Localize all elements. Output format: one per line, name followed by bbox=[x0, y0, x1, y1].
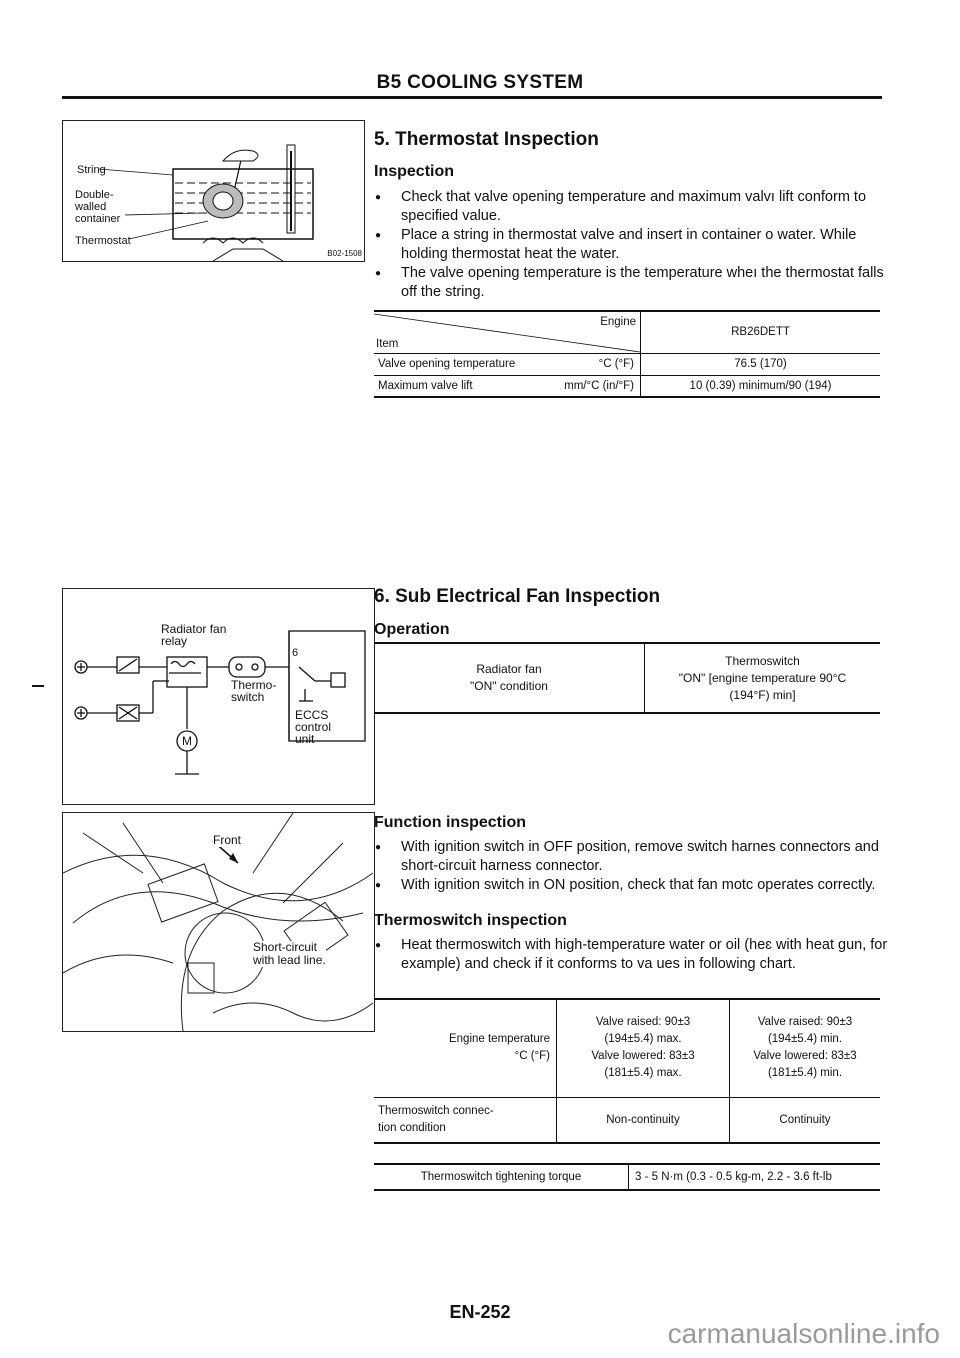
engine-temp-label: Engine temperature bbox=[448, 1033, 550, 1046]
figure-label-string: String bbox=[77, 164, 106, 176]
cell-unit: °C (°F) bbox=[598, 358, 634, 370]
figure-label-thermostat: Thermostat bbox=[75, 235, 131, 247]
fan-circuit-figure bbox=[62, 588, 375, 805]
cell-value: Valve lowered: 83±3 bbox=[591, 1050, 695, 1063]
cell-value: (181±5.4) min. bbox=[767, 1067, 843, 1080]
relay-label: Radiator fan relay bbox=[161, 622, 227, 648]
list-item: ● Check that valve opening temperature and maximum valvı lift conform to specified value. bbox=[374, 188, 894, 226]
table-row bbox=[374, 643, 880, 713]
front-label: Front bbox=[213, 833, 242, 847]
page-number: EN-252 bbox=[449, 1302, 511, 1322]
operation-table bbox=[374, 642, 880, 714]
figure-code: B02-1508 bbox=[327, 249, 362, 258]
header-rb26dett: RB26DETT bbox=[731, 326, 790, 339]
table-row bbox=[374, 1097, 880, 1143]
thermoswitch-chart bbox=[374, 998, 880, 1144]
function-inspection-bullets bbox=[374, 838, 894, 895]
eccs-label: ECCS control unit bbox=[295, 708, 332, 746]
watermark: carmanualsonline.info bbox=[667, 1318, 940, 1349]
thermoswitch-label: Thermo- switch bbox=[231, 678, 277, 704]
section-6-subtitle: Operation bbox=[374, 621, 450, 638]
thermostat-test-figure bbox=[62, 120, 365, 262]
header-item: Item bbox=[376, 337, 399, 350]
cell-unit: mm/°C (in/°F) bbox=[564, 379, 634, 392]
connection-label: Thermoswitch connec- tion condition bbox=[374, 1097, 557, 1143]
cell-value: 10 (0.39) minimum/90 (194) bbox=[689, 379, 832, 392]
list-item: ● With ignition switch in OFF position, remove switch harnes connectors and short-circuit harness connector. bbox=[374, 838, 894, 876]
section-5-title: 5. Thermostat Inspection bbox=[374, 129, 599, 150]
operation-thermoswitch: Thermoswitch "ON" [engine temperature 90°C (194°F) min] bbox=[678, 653, 847, 702]
section-5-subtitle: Inspection bbox=[374, 163, 455, 180]
engine-temp-unit: °C (°F) bbox=[514, 1050, 550, 1063]
cell-value: Continuity bbox=[779, 1113, 831, 1126]
table-row bbox=[374, 375, 880, 397]
torque-label: Thermoswitch tightening torque bbox=[374, 1164, 629, 1190]
cell-value: Valve raised: 90±3 bbox=[595, 1016, 691, 1029]
list-item: ● The valve opening temperature is the temperature wheı the thermostat falls off the string. bbox=[374, 264, 894, 302]
list-item: ● Heat thermoswitch with high-temperature water or oil (heɛ with heat gun, for example) and check if it conforms to va ues in following chart. bbox=[374, 936, 894, 974]
list-item: ● Place a string in thermostat valve and insert in container o water. While holding thermostat heat the water. bbox=[374, 226, 894, 264]
cell-item: Maximum valve lift bbox=[378, 379, 473, 392]
list-item: ● With ignition switch in ON position, check that fan motc operates correctly. bbox=[374, 876, 894, 895]
torque-value: 3 - 5 N·m (0.3 - 0.5 kg-m, 2.2 - 3.6 ft-lb bbox=[635, 1171, 832, 1183]
cell-value: 76.5 (170) bbox=[734, 358, 787, 370]
torque-table bbox=[374, 1163, 880, 1191]
operation-condition: Radiator fan "ON" condition bbox=[374, 643, 645, 713]
pin-label: 6 bbox=[292, 647, 299, 659]
motor-label: M bbox=[182, 734, 192, 748]
cell-value: (194±5.4) max. bbox=[604, 1033, 682, 1046]
cell-value: Valve raised: 90±3 bbox=[757, 1016, 853, 1029]
page-header: B5 COOLING SYSTEM bbox=[376, 72, 584, 93]
section-5-bullets bbox=[374, 188, 894, 302]
thermoswitch-inspection-title: Thermoswitch inspection bbox=[374, 912, 567, 929]
cell-value: Non-continuity bbox=[557, 1097, 730, 1143]
engine-bay-figure bbox=[62, 812, 375, 1032]
table-row bbox=[374, 353, 880, 375]
cell-item: Valve opening temperature bbox=[378, 358, 516, 370]
cell-value: (194±5.4) min. bbox=[767, 1033, 843, 1046]
header-rule bbox=[62, 96, 882, 99]
cell-value: Valve lowered: 83±3 bbox=[753, 1050, 857, 1063]
thermoswitch-inspection-bullets bbox=[374, 936, 894, 974]
short-circuit-label: Short-circuit with lead line. bbox=[253, 940, 326, 967]
figure-label-container: Double- walled container bbox=[75, 189, 121, 225]
thermostat-spec-table bbox=[374, 310, 880, 398]
header-engine: Engine bbox=[600, 316, 636, 328]
table-row bbox=[374, 999, 880, 1097]
margin-dash bbox=[32, 685, 44, 687]
cell-value: (181±5.4) max. bbox=[604, 1067, 682, 1080]
table-row bbox=[374, 1164, 880, 1190]
function-inspection-title: Function inspection bbox=[374, 814, 526, 831]
section-6-title: 6. Sub Electrical Fan Inspection bbox=[374, 586, 661, 607]
